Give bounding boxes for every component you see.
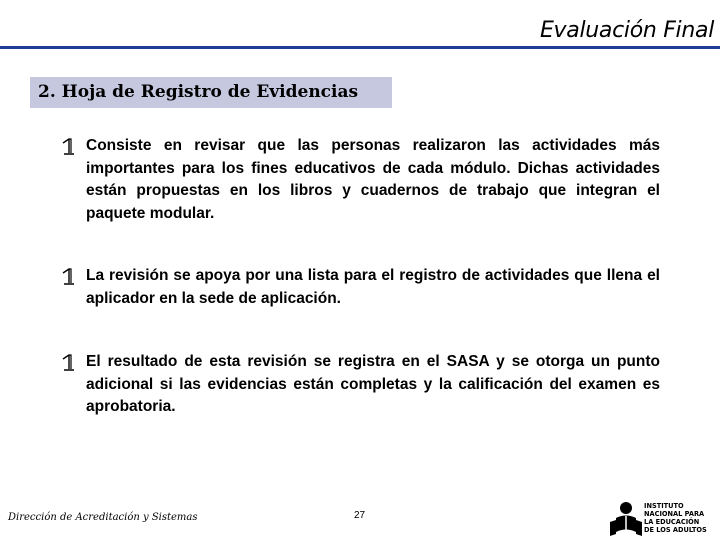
bullet-text-2: La revisión se apoya por una lista para el registro de actividades que llena el aplicador en la sede de aplicación. (86, 267, 660, 307)
bullet-item-3 (58, 351, 660, 419)
reading-person-logo-icon (608, 500, 644, 538)
title-underline (0, 46, 720, 49)
page-number: 27 (354, 510, 366, 521)
section-heading-box (30, 77, 392, 108)
logo-line-3: LA EDUCACIÓN (644, 518, 700, 526)
digit-one-bullet-icon (58, 353, 78, 373)
logo-line-1: INSTITUTO (644, 502, 684, 510)
footer-department: Dirección de Acreditación y Sistemas (8, 512, 198, 523)
bullet-text-1: Consiste en revisar que las personas realizaron las actividades más importantes para los fines educativos de cada módulo. Dichas actividades están propuestas en los libros y cuadernos de trabajo que integran el paquete modular. (86, 137, 660, 222)
bullet-text-3: El resultado de esta revisión se registra en el SASA y se otorga un punto adicional si las evidencias están completas y la calificación del examen es aprobatoria. (86, 353, 660, 415)
section-heading: 2. Hoja de Registro de Evidencias (38, 82, 359, 102)
logo-line-2: NACIONAL PARA (644, 510, 705, 518)
slide-title: Evaluación Final (539, 18, 714, 43)
digit-one-bullet-icon (58, 137, 78, 157)
inea-logo (608, 500, 716, 538)
digit-one-bullet-icon (58, 267, 78, 287)
bullet-item-2 (58, 265, 660, 310)
logo-text (644, 502, 707, 534)
logo-line-4: DE LOS ADULTOS (644, 526, 707, 534)
bullet-item-1 (58, 135, 660, 225)
